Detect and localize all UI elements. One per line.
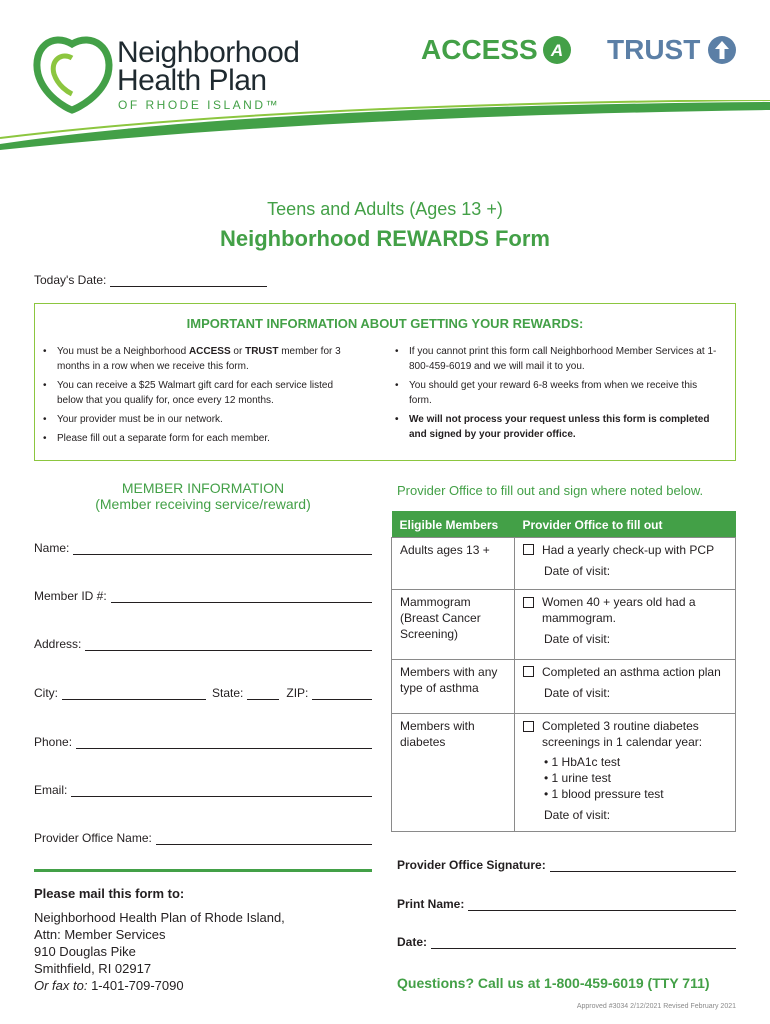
todays-date-field[interactable] bbox=[34, 273, 267, 287]
provider-date-field[interactable] bbox=[397, 935, 736, 949]
zip-line[interactable] bbox=[312, 687, 372, 700]
access-label: ACCESS bbox=[421, 34, 538, 65]
address-line[interactable] bbox=[85, 638, 372, 651]
eligible-member-cell: Mammogram (Breast Cancer Screening) bbox=[392, 590, 515, 660]
provider-table bbox=[391, 511, 736, 832]
todays-date-line[interactable] bbox=[110, 274, 267, 287]
provider-office-name-field[interactable] bbox=[34, 831, 372, 845]
list-item: • Your provider must be in our network. bbox=[39, 412, 361, 427]
mail-address bbox=[34, 909, 285, 994]
mail-line3: 910 Douglas Pike bbox=[34, 944, 136, 959]
fax-number: 1-401-709-7090 bbox=[87, 978, 184, 993]
fax-line bbox=[34, 977, 285, 994]
member-id-label: Member ID #: bbox=[34, 589, 107, 603]
date-of-visit: Date of visit: bbox=[544, 632, 611, 646]
table-row bbox=[392, 590, 736, 660]
list-item: • You can receive a $25 Walmart gift card for each service listed below that you qualify for, once every 12 months. bbox=[39, 378, 361, 408]
signature-field[interactable] bbox=[397, 858, 736, 872]
trust-icon bbox=[707, 35, 737, 65]
provider-date-label: Date: bbox=[397, 935, 428, 949]
table-row bbox=[392, 538, 736, 590]
provider-office-name-line[interactable] bbox=[156, 832, 372, 845]
green-divider bbox=[34, 869, 372, 872]
date-of-visit: Date of visit: bbox=[544, 686, 611, 700]
date-of-visit: Date of visit: bbox=[544, 564, 611, 578]
mail-heading: Please mail this form to: bbox=[34, 886, 185, 901]
important-left-list bbox=[39, 344, 361, 450]
yearly-checkup-checkbox[interactable] bbox=[523, 544, 534, 555]
header-swoosh bbox=[0, 100, 770, 150]
print-name-line[interactable] bbox=[468, 898, 736, 911]
member-info-heading: MEMBER INFORMATION bbox=[121, 480, 285, 496]
important-heading: IMPORTANT INFORMATION ABOUT GETTING YOUR REWARDS: bbox=[186, 316, 584, 331]
city-state-zip-field[interactable] bbox=[34, 686, 372, 700]
access-icon bbox=[542, 35, 572, 65]
zip-label: ZIP: bbox=[286, 686, 309, 700]
form-subtitle: Teens and Adults (Ages 13 +) bbox=[267, 199, 503, 219]
print-name-field[interactable] bbox=[397, 897, 736, 911]
city-line[interactable] bbox=[62, 687, 206, 700]
important-info-box bbox=[34, 303, 736, 461]
member-id-field[interactable] bbox=[34, 589, 372, 603]
test-item: • 1 blood pressure test bbox=[544, 787, 664, 801]
provider-cell: Had a yearly check-up with PCP Date of visit: bbox=[515, 538, 736, 590]
table-row bbox=[392, 660, 736, 714]
eligible-member-cell: Adults ages 13 + bbox=[392, 538, 515, 590]
list-item: • Please fill out a separate form for each member. bbox=[39, 431, 361, 446]
signature-label: Provider Office Signature: bbox=[397, 858, 546, 872]
fax-label: Or fax to: bbox=[34, 978, 88, 993]
phone-label: Phone: bbox=[34, 735, 73, 749]
email-label: Email: bbox=[34, 783, 68, 797]
provider-cell: Completed an asthma action plan Date of visit: bbox=[515, 660, 736, 714]
col-eligible-members: Eligible Members bbox=[392, 511, 515, 538]
provider-heading: Provider Office to fill out and sign where noted below. bbox=[397, 483, 704, 498]
signature-line[interactable] bbox=[550, 859, 736, 872]
logo-subtitle: OF RHODE ISLAND™ bbox=[118, 98, 281, 112]
questions-line: Questions? Call us at 1-800-459-6019 (TTY 711) bbox=[397, 975, 710, 991]
email-field[interactable] bbox=[34, 783, 372, 797]
list-item: • You should get your reward 6-8 weeks from when we receive this form. bbox=[391, 378, 721, 408]
logo-name-line2: Health Plan bbox=[117, 64, 267, 97]
list-item: • You must be a Neighborhood ACCESS or TRUST member for 3 months in a row when we receive this form. bbox=[39, 344, 361, 374]
todays-date-label: Today's Date: bbox=[34, 273, 107, 287]
trust-label: TRUST bbox=[607, 34, 701, 65]
state-line[interactable] bbox=[247, 687, 279, 700]
list-item: • We will not process your request unless this form is completed and signed by your provider office. bbox=[391, 412, 721, 442]
eligible-member-cell: Members with any type of asthma bbox=[392, 660, 515, 714]
provider-cell: Completed 3 routine diabetes screenings in 1 calendar year: • 1 HbA1c test • 1 urine test • 1 blood pressure test Date of visit: bbox=[515, 714, 736, 832]
asthma-plan-checkbox[interactable] bbox=[523, 666, 534, 677]
logo-name-line1: Neighborhood bbox=[117, 36, 300, 69]
date-of-visit: Date of visit: bbox=[544, 808, 611, 822]
mail-line1: Neighborhood Health Plan of Rhode Island, bbox=[34, 910, 285, 925]
diabetes-screenings-checkbox[interactable] bbox=[523, 721, 534, 732]
provider-cell: Women 40 + years old had a mammogram. Date of visit: bbox=[515, 590, 736, 660]
phone-field[interactable] bbox=[34, 735, 372, 749]
print-name-label: Print Name: bbox=[397, 897, 465, 911]
email-line[interactable] bbox=[71, 784, 372, 797]
name-label: Name: bbox=[34, 541, 70, 555]
address-label: Address: bbox=[34, 637, 82, 651]
important-right-list bbox=[391, 344, 721, 446]
name-field[interactable] bbox=[34, 541, 372, 555]
member-info-subheading: (Member receiving service/reward) bbox=[95, 496, 311, 512]
state-label: State: bbox=[212, 686, 244, 700]
city-label: City: bbox=[34, 686, 58, 700]
table-row bbox=[392, 714, 736, 832]
provider-date-line[interactable] bbox=[431, 936, 736, 949]
list-item: • If you cannot print this form call Neighborhood Member Services at 1-800-459-6019 and we will mail it to you. bbox=[391, 344, 721, 374]
test-item: • 1 HbA1c test bbox=[544, 755, 621, 769]
mammogram-checkbox[interactable] bbox=[523, 597, 534, 608]
footer-note: Approved #3034 2/12/2021 Revised February 2021 bbox=[576, 1003, 736, 1010]
mail-line4: Smithfield, RI 02917 bbox=[34, 961, 152, 976]
svg-text:A: A bbox=[550, 41, 564, 60]
phone-line[interactable] bbox=[76, 736, 372, 749]
address-field[interactable] bbox=[34, 637, 372, 651]
test-item: • 1 urine test bbox=[544, 771, 611, 785]
mail-line2: Attn: Member Services bbox=[34, 927, 166, 942]
col-provider-fill: Provider Office to fill out bbox=[515, 511, 736, 538]
member-id-line[interactable] bbox=[111, 590, 372, 603]
provider-office-name-label: Provider Office Name: bbox=[34, 831, 152, 845]
form-title: Neighborhood REWARDS Form bbox=[220, 226, 550, 251]
name-line[interactable] bbox=[73, 542, 372, 555]
eligible-member-cell: Members with diabetes bbox=[392, 714, 515, 832]
